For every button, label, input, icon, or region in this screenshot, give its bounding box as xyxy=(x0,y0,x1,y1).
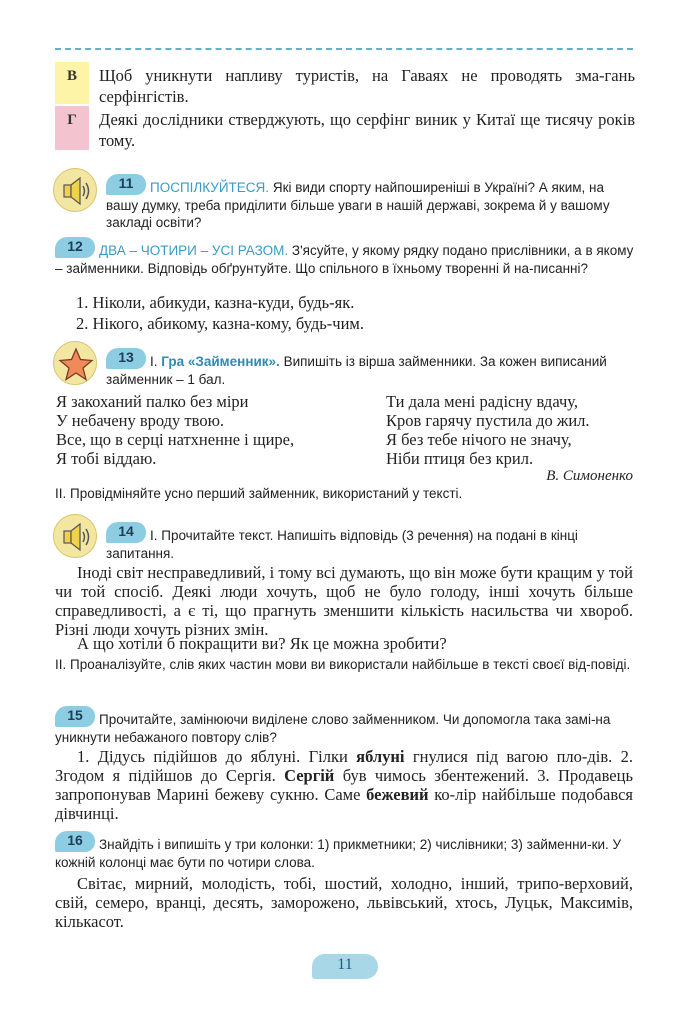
task-text: Знайдіть і випишіть у три колонки: 1) прикметники; 2) числівники; 3) займенни-ки. У кожній колонці має бути по чотири слова. xyxy=(55,837,622,870)
poem-line: Ти дала мені радісну вдачу, xyxy=(386,392,579,411)
poem-author: В. Симоненко xyxy=(546,468,633,484)
top-divider xyxy=(55,48,633,50)
task-16-words: Світає, мирний, молодість, тобі, шостий, холодно, інший, трипо-верховий, свій, семеро, вранці, десять, заморожено, львівський, хтось, Луцьк, Максимів, кількасот. xyxy=(55,874,633,931)
adverb-pronoun-list xyxy=(76,292,364,334)
poem-line: Я закоханий палко без міри xyxy=(56,392,249,411)
speaker-icon xyxy=(53,514,97,558)
answer-option-v xyxy=(55,62,635,104)
poem-line: У небачену вроду твою. xyxy=(56,411,225,430)
highlighted-word: яблуні xyxy=(356,747,405,766)
page-number: 11 xyxy=(337,956,353,973)
task-title: ДВА – ЧОТИРИ – УСІ РАЗОМ. xyxy=(99,243,289,258)
task-text: З'ясуйте, у якому рядку подано прислівники, а в якому – займенники. Відповідь обґрунтуйте. Що спільного в їхньому творенні й на-писанні? xyxy=(55,243,634,276)
task-14-text: Іноді світ несправедливий, і тому всі думають, що він може бути кращим у той чи той спосіб. Деякі люди хочуть, щоб не було голоду, інші хочуть більше справедливості, а є ті, що прагнуть зменшити кількість насильства чи хвороб. Різні люди хочуть різних змін. xyxy=(55,563,633,639)
answer-text: Деякі дослідники стверджують, що серфінг виник у Китаї ще тисячу років тому. xyxy=(99,110,635,150)
task-text: Прочитайте, замінюючи виділене слово займенником. Чи допомогла така замі-на уникнути небажаного повтору слів? xyxy=(55,712,611,745)
speaker-icon xyxy=(53,168,97,212)
task-number-badge: 12 xyxy=(55,237,95,258)
poem-line: Я без тебе нічого не значу, xyxy=(386,430,572,449)
poem-left-stanza xyxy=(56,392,294,468)
poem-line: Кров гарячу пустила до жил. xyxy=(386,411,590,430)
poem-line: Я тобі віддаю. xyxy=(56,449,157,468)
task-14-part2: II. Проаналізуйте, слів яких частин мови ви використали найбільше в тексті своєї від-повіді. xyxy=(55,657,631,672)
highlighted-word: Сергій xyxy=(284,766,335,785)
task-12 xyxy=(55,237,635,277)
poem-line: Все, що в серці натхненне і щире, xyxy=(56,430,295,449)
task-14 xyxy=(106,522,634,562)
star-icon xyxy=(53,341,97,385)
task-title: ПОСПІЛКУЙТЕСЯ. xyxy=(150,180,270,195)
task-15 xyxy=(55,706,635,746)
answer-option-g xyxy=(55,106,635,150)
task-number-badge: 13 xyxy=(106,348,146,369)
highlighted-word: бежевий xyxy=(366,785,429,804)
list-item: 1. Ніколи, абикуди, казна-куди, будь-як. xyxy=(76,293,355,312)
answer-letter: Г xyxy=(55,106,89,150)
task-number-badge: 16 xyxy=(55,831,95,852)
task-14-question: А що хотіли б покращити ви? Як це можна зробити? xyxy=(77,634,447,653)
task-text: Випишіть із вірша займенники. За кожен виписаний займенник – 1 бал. xyxy=(106,354,607,387)
answer-text: Щоб уникнути напливу туристів, на Гаваях не проводять зма-гань серфінгістів. xyxy=(99,66,635,106)
task-15-text: 1. Дідусь підійшов до яблуні. Гілки яблуні гнулися під вагою пло-дів. 2. Згодом я підійшов до Сергія. Сергій був чимось збентежений. 3. Продавець запропонував Марині бежеву сукню. Саме бежевий ко-лір найбільше подобався дівчинці. xyxy=(55,747,634,823)
task-text: I. Прочитайте текст. Напишіть відповідь (3 речення) на подані в кінці запитання. xyxy=(106,528,578,561)
task-number-badge: 11 xyxy=(106,174,146,195)
task-13: 13 I. Гра «Займенник». Випишіть із вірша займенники. За кожен виписаний займенник – 1 бал. xyxy=(106,349,607,387)
task-text: Які види спорту найпоширеніші в Україні? А яким, на вашу думку, треба приділити більше уваги в нашій державі, зокрема й у вашому закладі освіти? xyxy=(106,180,610,230)
poem-line: Ніби птиця без крил. xyxy=(386,449,534,468)
poem-right-stanza xyxy=(386,392,590,468)
task-number-badge: 15 xyxy=(55,706,95,727)
task-13-part2: II. Провідміняйте усно перший займенник, використаний у тексті. xyxy=(55,486,463,501)
list-item: 2. Нікого, абикому, казна-кому, будь-чим. xyxy=(76,314,364,333)
task-16 xyxy=(55,831,635,871)
game-title: Гра «Займенник». xyxy=(161,354,280,369)
task-number-badge: 14 xyxy=(106,522,146,543)
answer-letter: В xyxy=(55,62,89,104)
task-11 xyxy=(106,174,634,232)
